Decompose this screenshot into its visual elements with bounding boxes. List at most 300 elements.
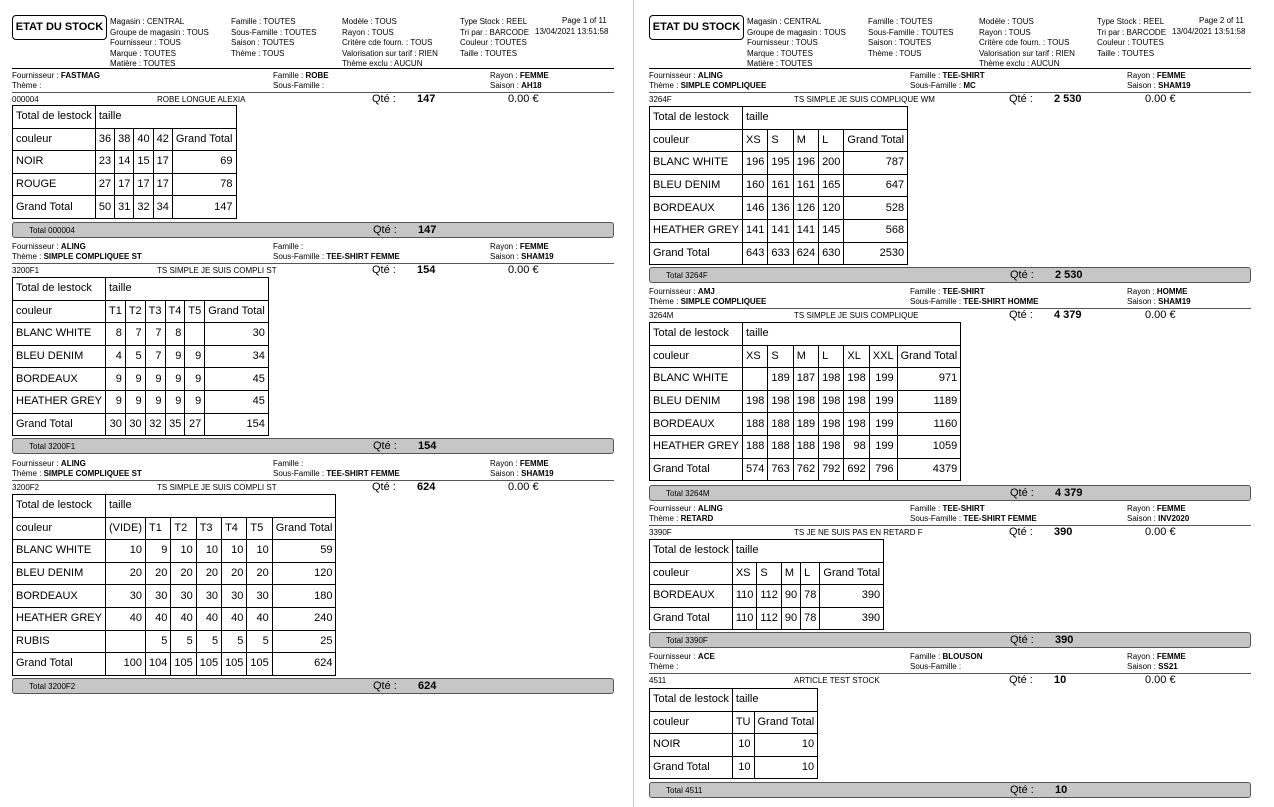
report-title: ETAT DU STOCK	[12, 15, 107, 40]
price-value: 0.00 €	[508, 264, 539, 276]
row-total: 78	[172, 173, 236, 196]
qty-label: Qté :	[1009, 674, 1033, 686]
stock-cell: 126	[793, 197, 818, 220]
stock-cell: 30	[171, 585, 196, 608]
table-row	[13, 540, 336, 563]
stock-cell: 9	[145, 540, 170, 563]
grand-total-header: Grand Total	[844, 129, 908, 152]
header-col1	[747, 17, 846, 70]
stock-cell: 17	[115, 173, 134, 196]
theme-info	[649, 514, 713, 524]
grand-total-cell: 90	[781, 607, 800, 630]
header-filter: Sous-Famille : TOUTES	[868, 27, 954, 37]
stock-cell: 9	[105, 368, 125, 391]
article-name: TS SIMPLE JE SUIS COMPLI ST	[157, 483, 277, 492]
stock-cell: 40	[145, 607, 170, 630]
header-col2	[868, 17, 954, 59]
subfamily-info	[910, 514, 1037, 524]
row-total: 1189	[897, 390, 961, 413]
size-header: TU	[732, 711, 754, 734]
stock-cell: 9	[145, 390, 165, 413]
grand-total-row	[13, 196, 237, 219]
stock-cell: 30	[222, 585, 247, 608]
color-axis-label: couleur	[13, 128, 96, 151]
header-divider	[12, 68, 614, 69]
grand-total-cell: 100	[105, 653, 145, 676]
article-total-qty-label: Qté :	[373, 440, 397, 452]
rayon-info	[1127, 504, 1186, 514]
size-header: M	[781, 562, 800, 585]
row-total: 45	[205, 390, 269, 413]
season-value: SHAM19	[1158, 297, 1191, 306]
report-datetime: 13/04/2021 13:51:58	[1172, 27, 1246, 36]
size-header: T4	[222, 517, 247, 540]
grand-total-cell: 50	[95, 196, 114, 219]
article-code: 3264F	[649, 95, 672, 104]
stock-cell: 9	[145, 368, 165, 391]
article-code: 3264M	[649, 311, 674, 320]
stock-cell: 188	[742, 435, 767, 458]
theme-value: SIMPLE COMPLIQUEE ST	[43, 252, 142, 261]
grand-total-cell: 32	[145, 413, 165, 436]
article-total-qty: 10	[1055, 784, 1068, 796]
stock-cell: 40	[222, 607, 247, 630]
table-row	[650, 585, 884, 608]
total-stock-label: Total de lestock	[13, 106, 96, 129]
supplier-value: ALING	[60, 242, 86, 251]
stock-cell: 198	[819, 413, 844, 436]
page-number: Page 2 of 11	[1199, 16, 1244, 25]
article-code: 3200F1	[12, 266, 40, 275]
stock-cell: 145	[819, 219, 844, 242]
stock-cell: 10	[732, 734, 754, 757]
grand-total-value: 4379	[897, 458, 961, 481]
header-filter: Rayon : TOUS	[342, 27, 394, 37]
page-number: Page 1 of 11	[562, 16, 607, 25]
color-name: BORDEAUX	[650, 197, 743, 220]
header-col3	[342, 17, 438, 70]
season-info	[490, 81, 542, 91]
rayon-info	[1127, 652, 1186, 662]
header-filter: Type Stock : REEL	[1097, 17, 1165, 26]
total-stock-label: Total de lestock	[650, 323, 743, 346]
grand-total-value: 147	[172, 196, 236, 219]
stock-cell: 30	[247, 585, 272, 608]
grand-total-cell: 78	[801, 607, 820, 630]
stock-cell: 187	[793, 368, 818, 391]
subfamily-label: Sous-Famille :	[910, 662, 962, 671]
table-header-row	[650, 323, 961, 346]
header-filter: Taille : TOUTES	[1097, 48, 1155, 58]
header-col3	[979, 17, 1075, 70]
rayon-value: HOMME	[1156, 287, 1188, 296]
size-header: XS	[742, 129, 767, 152]
article-name: ARTICLE TEST STOCK	[794, 676, 880, 685]
stock-cell: 40	[247, 607, 272, 630]
page-separator	[633, 0, 634, 807]
total-stock-label: Total de lestock	[650, 689, 733, 712]
rayon-label: Rayon :	[490, 71, 518, 80]
stock-cell: 20	[171, 562, 196, 585]
stock-cell: 23	[95, 151, 114, 174]
size-header: S	[768, 345, 793, 368]
stock-cell: 188	[768, 435, 793, 458]
season-label: Saison :	[1127, 514, 1156, 523]
supplier-value: AMJ	[697, 287, 715, 296]
article-total-qty: 147	[418, 224, 437, 236]
size-header: T4	[165, 300, 185, 323]
qty-label: Qté :	[1009, 526, 1033, 538]
season-value: SHAM19	[521, 252, 554, 261]
stock-cell: 15	[134, 151, 153, 174]
header-filter: Thème : TOUS	[231, 48, 285, 58]
price-value: 0.00 €	[1145, 93, 1176, 105]
article-code: 3200F2	[12, 483, 40, 492]
stock-cell: 136	[768, 197, 793, 220]
stock-cell: 198	[819, 368, 844, 391]
grand-total-header: Grand Total	[205, 300, 269, 323]
grand-total-cell: 30	[125, 413, 145, 436]
grand-total-cell: 27	[185, 413, 205, 436]
stock-cell: 198	[742, 390, 767, 413]
stock-cell: 5	[145, 630, 170, 653]
table-row	[13, 562, 336, 585]
article-name: TS SIMPLE JE SUIS COMPLI ST	[157, 266, 277, 275]
stock-cell: 5	[247, 630, 272, 653]
size-header: XXL	[869, 345, 897, 368]
article-total-qty: 4 379	[1055, 487, 1083, 499]
header-filter: Taille : TOUTES	[460, 48, 518, 58]
header-filter: Fournisseur : TOUS	[747, 38, 818, 47]
stock-cell: 195	[768, 152, 793, 175]
size-header: 42	[153, 128, 172, 151]
header-filter: Groupe de magasin : TOUS	[747, 27, 846, 37]
family-label: Famille :	[273, 71, 304, 80]
stock-cell: 196	[742, 152, 767, 175]
size-header: XL	[844, 345, 869, 368]
family-info	[273, 71, 329, 81]
stock-cell: 9	[185, 390, 205, 413]
color-name: BLEU DENIM	[13, 562, 106, 585]
header-divider	[649, 68, 1251, 69]
size-axis-label: taille	[742, 323, 960, 346]
size-header: S	[757, 562, 782, 585]
color-axis-label: couleur	[13, 300, 106, 323]
grand-total-cell: 624	[793, 242, 818, 265]
row-total: 971	[897, 368, 961, 391]
supplier-label: Fournisseur :	[12, 71, 59, 80]
rayon-info	[490, 242, 549, 252]
stock-cell: 7	[125, 323, 145, 346]
size-header: L	[819, 345, 844, 368]
grand-total-cell: 105	[247, 653, 272, 676]
stock-cell	[742, 368, 767, 391]
family-info	[910, 652, 982, 662]
supplier-value: ALING	[697, 71, 723, 80]
family-info	[910, 71, 985, 81]
stock-cell: 4	[105, 345, 125, 368]
header-filter: Modèle : TOUS	[979, 17, 1034, 26]
season-label: Saison :	[1127, 662, 1156, 671]
family-info	[910, 504, 985, 514]
family-label: Famille :	[910, 71, 941, 80]
stock-cell: 78	[801, 585, 820, 608]
stock-cell: 5	[196, 630, 221, 653]
color-name: ROUGE	[13, 173, 96, 196]
row-total: 390	[820, 585, 884, 608]
total-stock-label: Total de lestock	[13, 495, 106, 518]
size-header: L	[801, 562, 820, 585]
size-axis-label: taille	[732, 689, 817, 712]
stock-cell: 8	[105, 323, 125, 346]
qty-value: 2 530	[1054, 93, 1082, 105]
color-name: BLANC WHITE	[13, 540, 106, 563]
stock-cell: 188	[768, 413, 793, 436]
size-axis-label: taille	[105, 278, 268, 301]
article-total-qty-label: Qté :	[1010, 634, 1034, 646]
stock-cell: 14	[115, 151, 134, 174]
grand-total-header: Grand Total	[272, 517, 336, 540]
theme-label: Thème :	[649, 297, 679, 306]
grand-total-cell: 112	[757, 607, 782, 630]
supplier-info	[649, 504, 723, 514]
size-header: M	[793, 345, 818, 368]
family-value: TEE-SHIRT	[942, 504, 985, 513]
color-axis-label: couleur	[13, 517, 106, 540]
article-total-label: Total 4511	[666, 786, 703, 795]
article-total-qty-label: Qté :	[373, 224, 397, 236]
color-name: BORDEAUX	[650, 413, 743, 436]
article-total-bar	[12, 438, 614, 454]
supplier-value: ALING	[697, 504, 723, 513]
stock-cell: 161	[768, 174, 793, 197]
qty-value: 147	[417, 93, 436, 105]
qty-label: Qté :	[372, 264, 396, 276]
row-total: 34	[205, 345, 269, 368]
season-info	[490, 252, 554, 262]
color-name: NOIR	[650, 734, 733, 757]
stock-cell: 5	[125, 345, 145, 368]
supplier-info	[12, 459, 86, 469]
grand-total-header: Grand Total	[172, 128, 236, 151]
header-filter: Tri par : BARCODE	[1097, 27, 1167, 37]
stock-cell: 188	[742, 413, 767, 436]
total-stock-label: Total de lestock	[13, 278, 106, 301]
family-value: ROBE	[305, 71, 329, 80]
row-total: 180	[272, 585, 336, 608]
rayon-value: FEMME	[1156, 504, 1186, 513]
table-row	[13, 368, 269, 391]
qty-value: 4 379	[1054, 309, 1082, 321]
supplier-label: Fournisseur :	[649, 504, 696, 513]
stock-cell: 199	[869, 435, 897, 458]
row-total: 30	[205, 323, 269, 346]
grand-total-label: Grand Total	[650, 756, 733, 779]
price-value: 0.00 €	[508, 481, 539, 493]
rayon-value: FEMME	[1156, 71, 1186, 80]
header-filter: Valorisation sur tarif : RIEN	[979, 48, 1075, 58]
header-filter: Tri par : BARCODE	[460, 27, 530, 37]
article-total-label: Total 3390F	[666, 636, 708, 645]
row-total: 240	[272, 607, 336, 630]
color-name: BLEU DENIM	[13, 345, 106, 368]
color-name: BORDEAUX	[13, 368, 106, 391]
supplier-value: ACE	[697, 652, 715, 661]
season-value: SS21	[1158, 662, 1178, 671]
season-label: Saison :	[490, 469, 519, 478]
total-stock-label: Total de lestock	[650, 540, 733, 563]
supplier-value: ALING	[60, 459, 86, 468]
stock-cell: 146	[742, 197, 767, 220]
qty-label: Qté :	[1009, 309, 1033, 321]
subfamily-info	[910, 297, 1038, 307]
season-info	[490, 469, 554, 479]
table-header-row	[13, 106, 237, 129]
article-name: ROBE LONGUE ALEXIA	[157, 95, 246, 104]
supplier-label: Fournisseur :	[12, 242, 59, 251]
size-header: 38	[115, 128, 134, 151]
grand-total-value: 390	[820, 607, 884, 630]
article-total-qty-label: Qté :	[373, 680, 397, 692]
table-row	[13, 630, 336, 653]
table-row	[650, 174, 908, 197]
size-header-row	[13, 517, 336, 540]
supplier-label: Fournisseur :	[12, 459, 59, 468]
header-filter: Thème : TOUS	[868, 48, 922, 58]
color-name: BLANC WHITE	[650, 152, 743, 175]
table-header-row	[650, 107, 908, 130]
rayon-info	[1127, 287, 1187, 297]
grand-total-row	[650, 242, 908, 265]
grand-total-row	[13, 413, 269, 436]
row-total: 69	[172, 151, 236, 174]
grand-total-row	[650, 458, 961, 481]
stock-cell: 10	[247, 540, 272, 563]
stock-cell: 198	[819, 435, 844, 458]
table-row	[650, 413, 961, 436]
stock-cell: 188	[793, 435, 818, 458]
article-total-label: Total 3200F2	[29, 682, 76, 691]
stock-cell: 5	[222, 630, 247, 653]
grand-total-cell: 10	[732, 756, 754, 779]
stock-cell: 160	[742, 174, 767, 197]
size-header-row	[650, 562, 884, 585]
size-header: T2	[125, 300, 145, 323]
family-info	[910, 287, 985, 297]
header-filter: Matière : TOUTES	[110, 59, 176, 68]
price-value: 0.00 €	[1145, 526, 1176, 538]
article-code: 3390F	[649, 528, 672, 537]
header-col1	[110, 17, 209, 70]
season-label: Saison :	[490, 81, 519, 90]
price-value: 0.00 €	[1145, 309, 1176, 321]
theme-info	[649, 662, 678, 672]
table-row	[13, 173, 237, 196]
supplier-info	[649, 71, 723, 81]
color-axis-label: couleur	[650, 562, 733, 585]
size-header: T5	[185, 300, 205, 323]
season-value: SHAM19	[521, 469, 554, 478]
header-filter: Couleur : TOUTES	[460, 38, 527, 47]
theme-value: SIMPLE COMPLIQUEE ST	[43, 469, 142, 478]
stock-cell: 10	[196, 540, 221, 563]
color-axis-label: couleur	[650, 711, 733, 734]
supplier-value: FASTMAG	[60, 71, 101, 80]
subfamily-label: Sous-Famille :	[273, 469, 325, 478]
stock-cell: 200	[819, 152, 844, 175]
grand-total-cell: 692	[844, 458, 869, 481]
rayon-label: Rayon :	[490, 459, 518, 468]
article-total-bar	[649, 632, 1251, 648]
size-header: L	[819, 129, 844, 152]
grand-total-cell: 792	[819, 458, 844, 481]
header-filter: Fournisseur : TOUS	[110, 38, 181, 47]
header-filter: Saison : TOUTES	[231, 38, 295, 47]
stock-cell: 196	[793, 152, 818, 175]
article-total-bar	[649, 782, 1251, 798]
table-header-row	[13, 278, 269, 301]
rayon-label: Rayon :	[1127, 652, 1155, 661]
grand-total-cell: 630	[819, 242, 844, 265]
article-name: TS JE NE SUIS PAS EN RETARD F	[794, 528, 923, 537]
header-filter: Thème exclu : AUCUN	[342, 59, 423, 68]
stock-pivot-table	[649, 322, 961, 481]
article-total-label: Total 3200F1	[29, 442, 76, 451]
table-row	[650, 219, 908, 242]
grand-total-label: Grand Total	[650, 607, 733, 630]
article-total-qty: 624	[418, 680, 437, 692]
grand-total-header: Grand Total	[897, 345, 961, 368]
stock-cell: 9	[185, 368, 205, 391]
grand-total-cell: 34	[153, 196, 172, 219]
grand-total-cell: 31	[115, 196, 134, 219]
season-info	[1127, 297, 1191, 307]
grand-total-header: Grand Total	[820, 562, 884, 585]
stock-cell	[105, 630, 145, 653]
subfamily-info	[273, 469, 400, 479]
family-label: Famille :	[273, 459, 304, 468]
stock-pivot-table	[12, 277, 269, 436]
grand-total-cell: 105	[171, 653, 196, 676]
subfamily-value: TEE-SHIRT HOMME	[963, 297, 1039, 306]
subfamily-info	[273, 81, 324, 91]
size-header: T3	[145, 300, 165, 323]
season-label: Saison :	[490, 252, 519, 261]
stock-cell: 30	[105, 585, 145, 608]
table-row	[650, 734, 818, 757]
season-label: Saison :	[1127, 297, 1156, 306]
color-axis-label: couleur	[650, 129, 743, 152]
theme-label: Thème :	[12, 252, 42, 261]
subfamily-label: Sous-Famille :	[910, 81, 962, 90]
rayon-value: FEMME	[519, 242, 549, 251]
row-total: 25	[272, 630, 336, 653]
stock-cell: 189	[768, 368, 793, 391]
header-filter: Famille : TOUTES	[231, 17, 296, 26]
qty-label: Qté :	[372, 93, 396, 105]
stock-cell: 7	[145, 345, 165, 368]
season-value: AH18	[521, 81, 542, 90]
header-filter: Marque : TOUTES	[747, 48, 813, 58]
stock-cell: 40	[105, 607, 145, 630]
theme-label: Thème :	[649, 81, 679, 90]
header-filter: Groupe de magasin : TOUS	[110, 27, 209, 37]
stock-cell: 110	[732, 585, 757, 608]
qty-value: 154	[417, 264, 436, 276]
size-header: T2	[171, 517, 196, 540]
theme-value: SIMPLE COMPLIQUEE	[680, 81, 767, 90]
stock-cell: 198	[793, 390, 818, 413]
